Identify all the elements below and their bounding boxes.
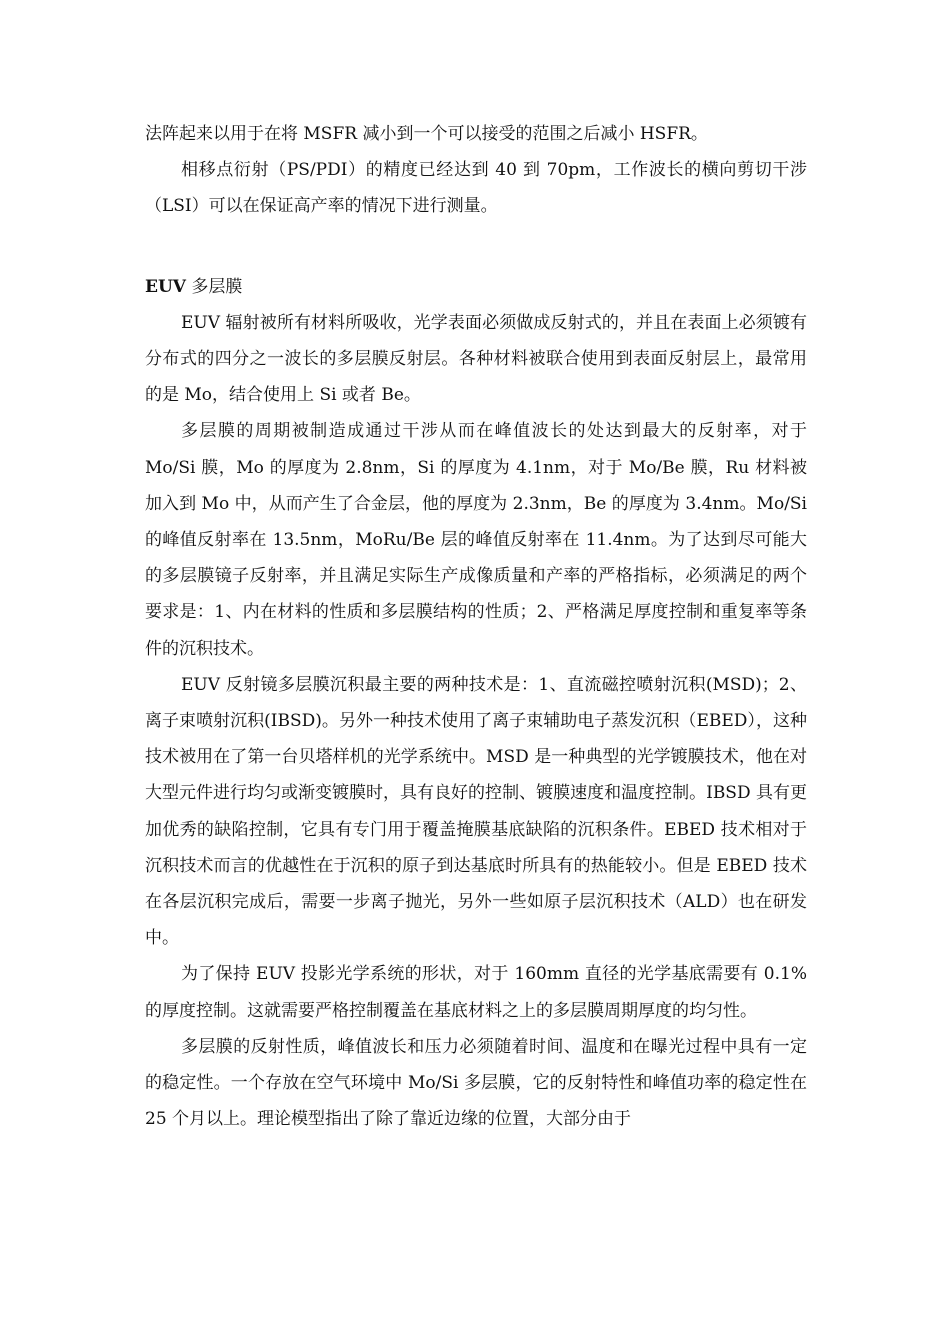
section-gap bbox=[145, 225, 807, 269]
document-body bbox=[145, 116, 807, 1137]
section-heading bbox=[145, 269, 807, 305]
paragraph-multilayer-period: 多层膜的周期被制造成通过干涉从而在峰值波长的处达到最大的反射率，对于 Mo/Si 膜，Mo 的厚度为 2.8nm，Si 的厚度为 4.1nm，对于 Mo/Be 膜，Ru 材料被加入到 Mo 中，从而产生了合金层，他的厚度为 2.3nm，Be 的厚度为 3.4nm。Mo/Si 的峰值反射率在 13.5nm，MoRu/Be 层的峰值反射率在 11.4nm。为了达到尽可能大的多层膜镜子反射率，并且满足实际生产成像质量和产率的严格指标，必须满足的两个要求是：1、内在材料的性质和多层膜结构的性质；2、严格满足厚度控制和重复率等条件的沉积技术。 bbox=[145, 421, 807, 659]
section-heading-text: 多层膜 bbox=[185, 276, 243, 297]
paragraph-deposition-techniques: EUV 反射镜多层膜沉积最主要的两种技术是：1、直流磁控喷射沉积(MSD)；2、离子束喷射沉积(IBSD)。另外一种技术使用了离子束辅助电子蒸发沉积（EBED），这种技术被用在了第一台贝塔样机的光学系统中。MSD 是一种典型的光学镀膜技术，他在对大型元件进行均匀或渐变镀膜时，具有良好的控制、镀膜速度和温度控制。IBSD 具有更加优秀的缺陷控制，它具有专门用于覆盖掩膜基底缺陷的沉积条件。EBED 技术相对于沉积技术而言的优越性在于沉积的原子到达基底时所具有的热能较小。但是 EBED 技术在各层沉积完成后，需要一步离子抛光，另外一些如原子层沉积技术（ALD）也在研发中。 bbox=[145, 674, 807, 949]
paragraph-thickness-control: 为了保持 EUV 投影光学系统的形状，对于 160mm 直径的光学基底需要有 0.1%的厚度控制。这就需要严格控制覆盖在基底材料之上的多层膜周期厚度的均匀性。 bbox=[145, 964, 807, 1021]
paragraph-continuation: 法阵起来以用于在将 MSFR 减小到一个可以接受的范围之后减小 HSFR。 bbox=[145, 124, 708, 144]
section-heading-bold: EUV bbox=[145, 276, 186, 297]
paragraph-stability: 多层膜的反射性质，峰值波长和压力必须随着时间、温度和在曝光过程中具有一定的稳定性。一个存放在空气环境中 Mo/Si 多层膜，它的反射特性和峰值功率的稳定性在 25 个月以上。理论模型指出了除了靠近边缘的位置，大部分由于 bbox=[145, 1036, 807, 1130]
paragraph-euv-radiation: EUV 辐射被所有材料所吸收，光学表面必须做成反射式的，并且在表面上必须镀有分布式的四分之一波长的多层膜反射层。各种材料被联合使用到表面反射层上，最常用的是 Mo，结合使用上 Si 或者 Be。 bbox=[145, 312, 807, 406]
paragraph-ps-pdi: 相移点衍射（PS/PDI）的精度已经达到 40 到 70pm，工作波长的横向剪切干涉（LSI）可以在保证高产率的情况下进行测量。 bbox=[145, 160, 807, 217]
